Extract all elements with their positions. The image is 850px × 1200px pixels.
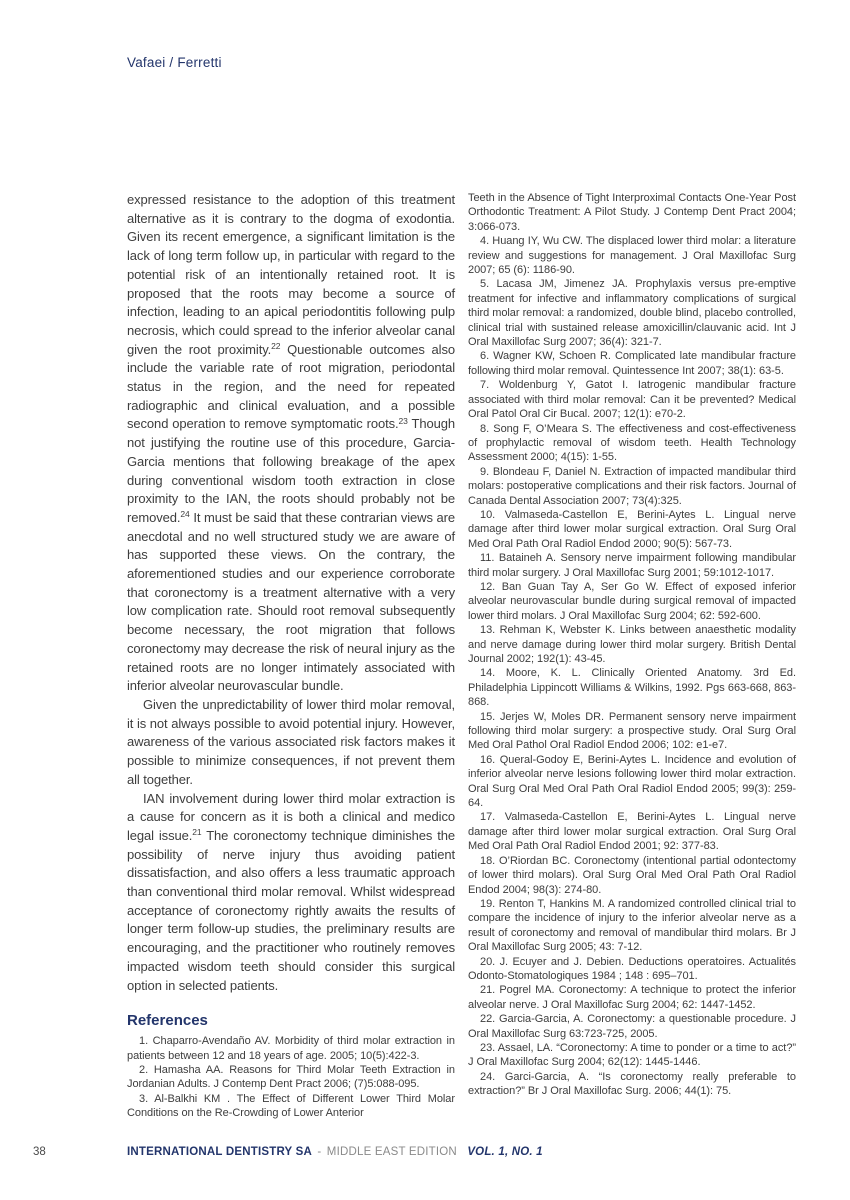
reference-item: 3. Al-Balkhi KM . The Effect of Different Lower Third Molar Conditions on the Re-Crowding of Lower Anterior [127, 1092, 455, 1120]
citation-superscript: 22 [271, 341, 281, 352]
footer-separator: - [317, 1146, 322, 1158]
reference-item: 2. Hamasha AA. Reasons for Third Molar Teeth Extraction in Jordanian Adults. J Contemp Dent Pract 2006; (7)5:088-095. [127, 1064, 455, 1091]
reference-item: 12. Ban Guan Tay A, Ser Go W. Effect of exposed inferior alveolar neurovascular bundle during surgical removal of impacted lower third molars. J Oral Maxillofac Surg 2004; 62: 592-600. [468, 580, 796, 622]
reference-item: 17. Valmaseda-Castellon E, Berini-Aytes L. Lingual nerve damage after third lower molar surgical extraction. Oral Surg Oral Med Oral Path Oral Radiol Endod 2001; 92: 377-83. [468, 811, 796, 853]
reference-item: 13. Rehman K, Webster K. Links between anaesthetic modality and nerve damage during lower third molar surgery. British Dental Journal 2002; 192(1): 43-45. [468, 624, 796, 665]
reference-item: 5. Lacasa JM, Jimenez JA. Prophylaxis versus pre-emptive treatment for infective and inflammatory complications of surgical third molar removal: a randomized, double blind, placebo controlled, clinical trial with sustained release amoxicillin/clauvanic acid. Int J Oral Maxillofac Surg 2007; 36(4): 321-7. [468, 278, 796, 349]
reference-item: 11. Bataineh A. Sensory nerve impairment following mandibular third molar surgery. J Oral Maxillofac Surg 2001; 59:1012-1017. [468, 552, 796, 579]
body-paragraph: IAN involvement during lower third molar extraction is a cause for concern as it is both a clinical and medico legal issue.$^{21}$ The coronectomy technique diminishes the possibility of nerve injury thus avoiding patient dissatisfaction, and also offers a less traumatic approach than conventional third molar removal. Whilst widespread acceptance of coronectomy rightly awaits the results of longer term follow-up studies, the preliminary results are encouraging, and the practitioner who routinely removes impacted wisdom teeth should consider this surgical option in selected patients. [127, 790, 455, 993]
body-paragraph: Given the unpredictability of lower third molar removal, it is not always possible to avoid potential injury. However, awareness of the various associated risk factors makes it possible to minimize consequences, if not prevent them all together. [127, 696, 455, 787]
body-paragraph: expressed resistance to the adoption of this treatment alternative as it is contrary to the dogma of exodontia. Given its recent emergence, a significant limitation is the lack of long term follow up, in particular with regard to the potential risk of an intentionally retained root. It is proposed that the roots may become a source of infection, leading to an apical periodontitis following pulp necrosis, which could spread to the inferior alveolar canal given the root proximity.$^{22}$ Questionable outcomes also include the variable rate of root migration, periodontal status in the region, and the need for repeated radiographic and clinical evaluation, and a possible second operation to remove symptomatic roots.$^{23}$ Though not justifying the routine use of this procedure, Garcia-Garcia mentions that following breakage of the apex during conventional wisdom tooth extraction in close proximity to the IAN, the roots should probably not be removed.$^{24}$ It must be said that these contrarian views are anecdotal and no well structured study we are aware of has supported these views. On the contrary, the aforementioned studies and our experience corroborate that coronectomy is a treatment alternative with a very low complication rate. Should root removal subsequently become necessary, the root migration that follows coronectomy may decrease the risk of neural injury as the retained roots are no longer intimately associated with inferior alveolar neurovascular bundle. [127, 192, 455, 694]
reference-item: 23. Assael, LA. “Coronectomy: A time to ponder or a time to act?” J Oral Maxillofac Surg 2004; 62(12): 1445-1446. [468, 1041, 796, 1069]
volume-number: VOL. 1, NO. 1 [467, 1146, 543, 1158]
reference-item: 16. Queral-Godoy E, Berini-Aytes L. Incidence and evolution of inferior alveolar nerve lesions following lower third molar extraction. Oral Surg Oral Med Oral Path Oral Radiol Endod 2005; 99(3): 259-64. [468, 753, 796, 810]
reference-item: 15. Jerjes W, Moles DR. Permanent sensory nerve impairment following third molar surgery: a prospective study. Oral Surg Oral Med Oral Pathol Oral Radiol Endod 2006; 102: e1-e7. [468, 710, 796, 752]
reference-item: 4. Huang IY, Wu CW. The displaced lower third molar: a literature review and suggestions for management. J Oral Maxillofac Surg 2007; 65 (6): 1186-90. [468, 235, 796, 277]
references-list-left [127, 1034, 455, 1120]
reference-continuation: Teeth in the Absence of Tight Interproximal Contacts One-Year Post Orthodontic Treatment: A Pilot Study. J Contemp Dent Pract 2004; 3:066-073. [468, 192, 796, 233]
reference-item: 21. Pogrel MA. Coronectomy: A technique to protect the inferior alveolar nerve. J Oral Maxillofac Surg 2004; 62: 1447-1452. [468, 984, 796, 1011]
references-heading: References [127, 1012, 208, 1030]
edition-label: MIDDLE EAST EDITION [326, 1146, 457, 1158]
references-list-right [468, 234, 796, 1098]
page-number: 38 [33, 1146, 46, 1158]
reference-item: 7. Woldenburg Y, Gatot I. Iatrogenic mandibular fracture associated with third molar removal: Can it be prevented? Medical Oral Patol Oral Cir Bucal. 2007; 12(1): e70-2. [468, 379, 796, 421]
reference-item: 6. Wagner KW, Schoen R. Complicated late mandibular fracture following third molar removal. Quintessence Int 2007; 38(1): 63-5. [468, 350, 796, 377]
reference-item: 18. O’Riordan BC. Coronectomy (intentional partial odontectomy of lower third molars). Oral Surg Oral Med Oral Path Oral Radiol Endod 2004; 98(3): 274-80. [468, 854, 796, 896]
reference-item: 20. J. Ecuyer and J. Debien. Deductions operatoires. Actualités Odonto-Stomatologiques 1984 ; 148 : 695–701. [468, 955, 796, 982]
body-text [127, 191, 455, 995]
citation-superscript: 21 [192, 827, 202, 838]
journal-name: INTERNATIONAL DENTISTRY SA [127, 1146, 312, 1158]
two-column-layout [127, 191, 796, 1121]
citation-superscript: 23 [398, 415, 408, 426]
reference-item: 9. Blondeau F, Daniel N. Extraction of impacted mandibular third molars: postoperative complications and their risk factors. Journal of Canada Dental Association 2007; 73(4):325. [468, 465, 796, 507]
reference-item: 1. Chaparro-Avendaño AV. Morbidity of third molar extraction in patients between 12 and 18 years of age. 2005; 10(5):422-3. [127, 1035, 455, 1062]
page-footer [0, 1144, 850, 1174]
reference-item: 10. Valmaseda-Castellon E, Berini-Aytes L. Lingual nerve damage after third lower molar surgical extraction. Oral Surg Oral Med Oral Path Oral Radiol Endod 2000; 90(5): 567-73. [468, 508, 796, 550]
reference-item: 19. Renton T, Hankins M. A randomized controlled clinical trial to compare the incidence of injury to the inferior alveolar nerve as a result of coronectomy and removal of mandibular third molars. Br J Oral Maxillofac Surg 2005; 43: 7-12. [468, 897, 796, 954]
running-header-authors: Vafaei / Ferretti [127, 55, 222, 70]
reference-item: 22. Garcia-Garcia, A. Coronectomy: a questionable procedure. J Oral Maxillofac Surg 63:723-725, 2005. [468, 1013, 796, 1040]
citation-superscript: 24 [180, 509, 190, 520]
reference-item: 8. Song F, O’Meara S. The effectiveness and cost-effectiveness of prophylactic removal of wisdom teeth. Health Technology Assessment 2000; 4(15): 1-55. [468, 422, 796, 464]
reference-item: 24. Garci-Garcia, A. “Is coronectomy really preferable to extraction?” Br J Oral Maxillofac Surg. 2006; 44(1): 75. [468, 1070, 796, 1098]
reference-item: 14. Moore, K. L. Clinically Oriented Anatomy. 3rd Ed. Philadelphia Lippincott Williams & Wilkins, 1992. Pgs 663-668, 863-868. [468, 667, 796, 709]
right-column [468, 191, 796, 1121]
journal-footer-line [127, 1146, 543, 1158]
left-column [127, 191, 455, 1121]
